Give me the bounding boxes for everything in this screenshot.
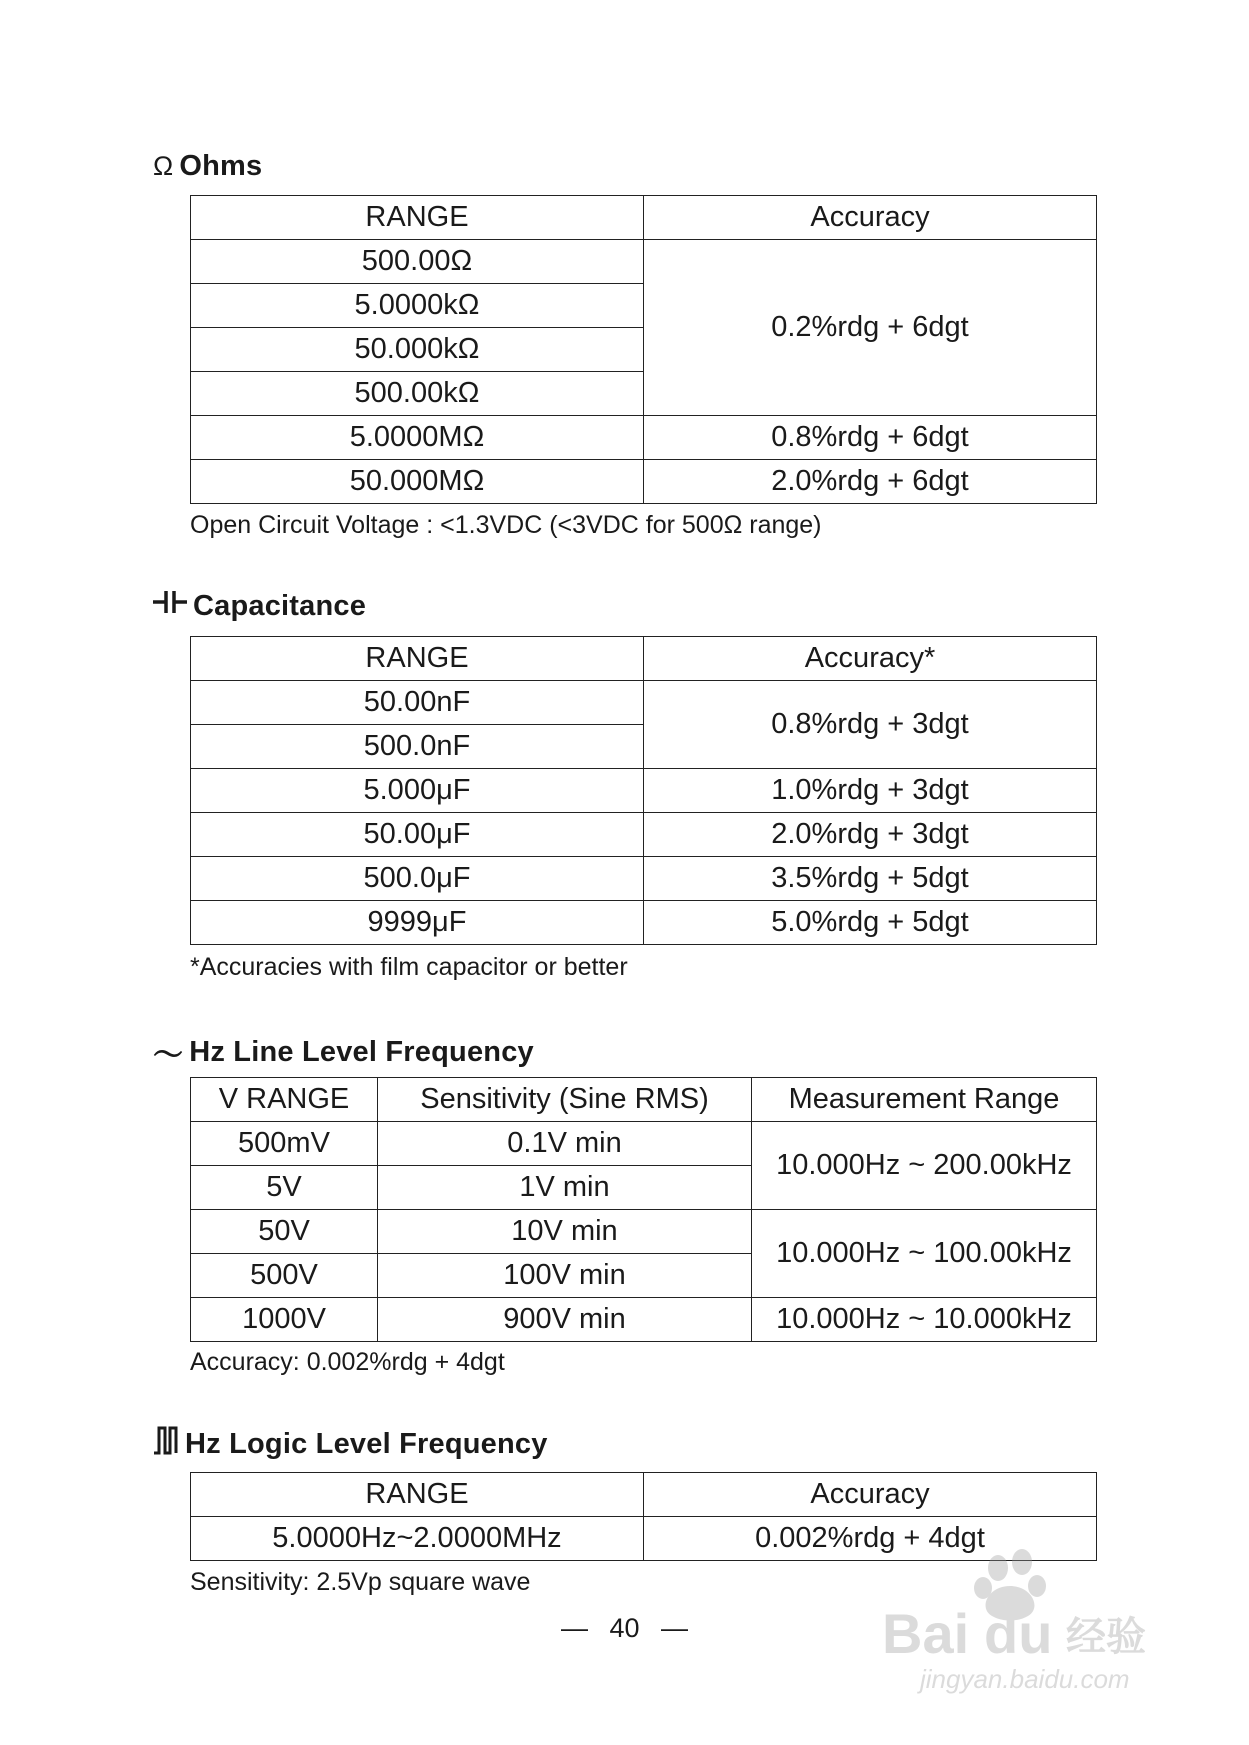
accuracy-cell: 0.8%rdg + 3dgt — [644, 681, 1097, 769]
header-v-range: V RANGE — [191, 1078, 378, 1122]
svg-text:Bai: Bai — [882, 1602, 970, 1665]
header-accuracy: Accuracy — [644, 196, 1097, 240]
sine-wave-icon: ～ — [153, 1039, 184, 1072]
range-cell: 50V — [191, 1210, 378, 1254]
range-cell: 500.0μF — [191, 857, 644, 901]
page-number-value: 40 — [609, 1613, 640, 1643]
sensitivity-cell: 1V min — [378, 1166, 752, 1210]
capacitance-note: *Accuracies with film capacitor or better — [190, 953, 628, 981]
svg-text:经验: 经验 — [1066, 1614, 1146, 1660]
header-accuracy: Accuracy* — [644, 637, 1097, 681]
range-cell: 5.0000kΩ — [191, 284, 644, 328]
range-cell: 50.000MΩ — [191, 460, 644, 504]
baidu-watermark-logo — [880, 1548, 1180, 1698]
range-cell: 50.00μF — [191, 813, 644, 857]
capacitance-heading — [153, 588, 366, 624]
table-row — [191, 416, 1097, 460]
header-range: RANGE — [191, 637, 644, 681]
logic-frequency-title: Hz Logic Level Frequency — [185, 1427, 548, 1460]
table-row — [191, 1078, 1097, 1122]
accuracy-cell: 2.0%rdg + 3dgt — [644, 813, 1097, 857]
table-row — [191, 769, 1097, 813]
ohms-heading — [153, 150, 262, 183]
measurement-cell: 10.000Hz ~ 10.000kHz — [752, 1298, 1097, 1342]
range-cell: 500V — [191, 1254, 378, 1298]
range-cell: 5.0000MΩ — [191, 416, 644, 460]
range-cell: 50.00nF — [191, 681, 644, 725]
table-row — [191, 1210, 1097, 1254]
sensitivity-cell: 0.1V min — [378, 1122, 752, 1166]
range-cell: 5.0000Hz~2.0000MHz — [191, 1517, 644, 1561]
header-range: RANGE — [191, 1473, 644, 1517]
table-row — [191, 901, 1097, 945]
svg-text:du: du — [984, 1602, 1053, 1665]
sensitivity-cell: 100V min — [378, 1254, 752, 1298]
header-sensitivity: Sensitivity (Sine RMS) — [378, 1078, 752, 1122]
capacitance-title: Capacitance — [193, 589, 367, 622]
table-row — [191, 1473, 1097, 1517]
accuracy-cell: 2.0%rdg + 6dgt — [644, 460, 1097, 504]
capacitor-icon — [153, 588, 187, 624]
page-dash-right: — — [661, 1613, 689, 1643]
square-wave-icon — [153, 1425, 179, 1463]
range-cell: 500mV — [191, 1122, 378, 1166]
measurement-cell: 10.000Hz ~ 200.00kHz — [752, 1122, 1097, 1210]
table-row — [191, 681, 1097, 725]
logic-frequency-heading — [153, 1425, 548, 1463]
range-cell: 1000V — [191, 1298, 378, 1342]
range-cell: 50.000kΩ — [191, 328, 644, 372]
range-cell: 500.00kΩ — [191, 372, 644, 416]
header-range: RANGE — [191, 196, 644, 240]
ohms-title: Ohms — [179, 150, 263, 182]
header-measurement-range: Measurement Range — [752, 1078, 1097, 1122]
range-cell: 5V — [191, 1166, 378, 1210]
range-cell: 9999μF — [191, 901, 644, 945]
line-frequency-title: Hz Line Level Frequency — [189, 1035, 534, 1068]
table-row — [191, 460, 1097, 504]
capacitance-table — [190, 636, 1097, 945]
table-row — [191, 813, 1097, 857]
range-cell: 5.000μF — [191, 769, 644, 813]
accuracy-cell: 0.2%rdg + 6dgt — [644, 240, 1097, 416]
table-row — [191, 857, 1097, 901]
logic-frequency-note: Sensitivity: 2.5Vp square wave — [190, 1568, 531, 1596]
range-cell: 500.00Ω — [191, 240, 644, 284]
table-row — [191, 637, 1097, 681]
table-row — [191, 196, 1097, 240]
accuracy-cell: 5.0%rdg + 5dgt — [644, 901, 1097, 945]
line-frequency-table — [190, 1077, 1097, 1342]
accuracy-cell: 3.5%rdg + 5dgt — [644, 857, 1097, 901]
table-row — [191, 1298, 1097, 1342]
page-dash-left: — — [560, 1613, 588, 1643]
accuracy-cell: 0.8%rdg + 6dgt — [644, 416, 1097, 460]
measurement-cell: 10.000Hz ~ 100.00kHz — [752, 1210, 1097, 1298]
line-frequency-note: Accuracy: 0.002%rdg + 4dgt — [190, 1348, 505, 1376]
range-cell: 500.0nF — [191, 725, 644, 769]
line-frequency-heading — [153, 1030, 534, 1074]
accuracy-cell: 0.002%rdg + 4dgt — [644, 1517, 1097, 1561]
ohms-note: Open Circuit Voltage : <1.3VDC (<3VDC for 500Ω range) — [190, 511, 822, 539]
ohms-table — [190, 195, 1097, 504]
sensitivity-cell: 10V min — [378, 1210, 752, 1254]
table-row — [191, 1122, 1097, 1166]
table-row — [191, 240, 1097, 284]
svg-text:jingyan.baidu.com: jingyan.baidu.com — [920, 1664, 1130, 1694]
accuracy-cell: 1.0%rdg + 3dgt — [644, 769, 1097, 813]
omega-icon: Ω — [153, 151, 174, 181]
sensitivity-cell: 900V min — [378, 1298, 752, 1342]
header-accuracy: Accuracy — [644, 1473, 1097, 1517]
